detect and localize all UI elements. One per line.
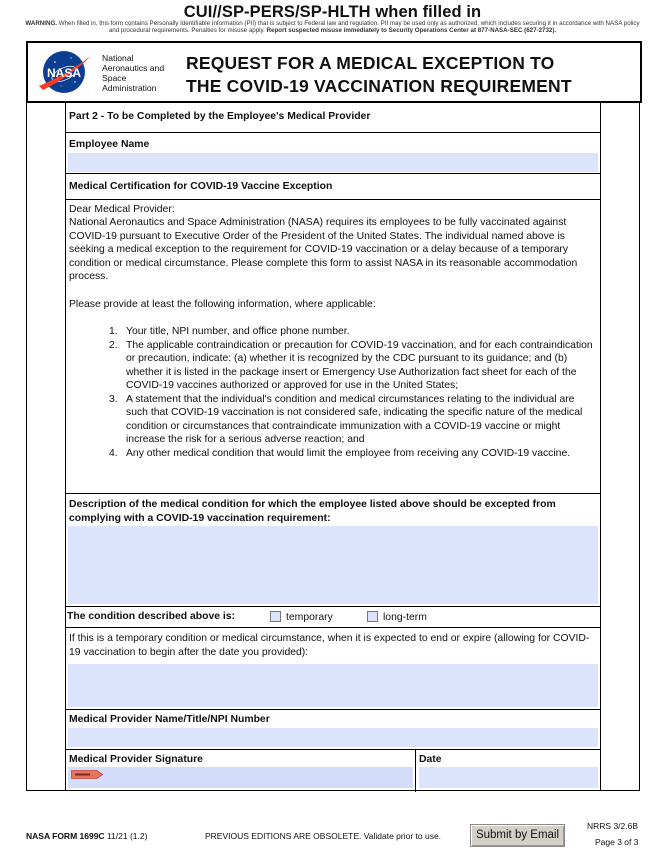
nasa-logo-icon — [37, 48, 93, 96]
page-number: Page 3 of 3 — [595, 837, 639, 847]
form-title — [186, 52, 572, 98]
provider-name-input[interactable] — [68, 728, 598, 747]
temporary-option[interactable] — [270, 611, 333, 623]
signature-date-divider — [415, 750, 416, 792]
nrrs-code: NRRS 3/2.6B — [587, 821, 639, 831]
description-textarea[interactable] — [68, 526, 598, 604]
requirement-item — [109, 393, 593, 447]
logo-text: NASA — [46, 66, 82, 80]
agency-name — [102, 53, 164, 93]
requirement-text: A statement that the individual's condition and medical circumstances relating to the individual are such that COVID-19 vaccination is not considered safe, indicating the specific nature of the medical condition or circumstances that contraindicate immunization with a COVID-19 vaccine or might increase the risk for a serious adverse reaction; and — [126, 393, 583, 445]
employee-name-row — [65, 132, 601, 173]
requirement-number: 3. — [109, 393, 118, 405]
requirement-number: 2. — [109, 339, 118, 351]
submit-by-email-button[interactable]: Submit by Email — [470, 824, 565, 847]
signature-row — [65, 749, 601, 791]
temporary-end-textarea[interactable] — [68, 664, 598, 707]
part-heading-row — [65, 103, 601, 132]
requirement-text: Your title, NPI number, and office phone number. — [126, 326, 350, 337]
signature-field[interactable] — [68, 767, 413, 788]
provider-name-row — [65, 709, 601, 749]
title-line-2: THE COVID-19 VACCINATION REQUIREMENT — [186, 76, 572, 96]
form-number — [26, 831, 147, 841]
employee-name-label: Employee Name — [69, 139, 150, 150]
form-number-bold: NASA FORM 1699C — [26, 831, 105, 841]
sign-here-tag-icon — [71, 770, 103, 779]
long-term-label: long-term — [383, 612, 427, 623]
temporary-checkbox[interactable] — [270, 611, 281, 622]
provide-info-text: Please provide at least the following information, where applicable: — [69, 299, 376, 310]
agency-line: Administration — [102, 83, 157, 93]
long-term-option[interactable] — [367, 611, 427, 623]
agency-line: National — [102, 53, 134, 63]
form-header — [26, 41, 642, 103]
date-input[interactable] — [419, 767, 598, 788]
requirement-text: Any other medical condition that would limit the employee from receiving any COVID-19 vaccine. — [126, 447, 571, 459]
certification-heading: Medical Certification for COVID-19 Vaccine Exception — [69, 181, 333, 192]
signature-label: Medical Provider Signature — [69, 754, 203, 765]
long-term-checkbox[interactable] — [367, 611, 378, 622]
employee-name-input[interactable] — [68, 153, 598, 172]
requirement-item — [109, 339, 593, 393]
cui-marking: CUI//SP-PERS/SP-HLTH when filled in — [183, 3, 482, 21]
agency-line: Space — [102, 73, 127, 83]
salutation: Dear Medical Provider: — [69, 204, 175, 215]
intro-paragraph: National Aeronautics and Space Administration (NASA) requires its employees to be fully vaccinated against COVID-19 pursuant to Executive Order of the President of the United States. The individual named above is seeking a medical exception to the requirement for COVID-19 vaccination or a delay because of a temporary condition or medical circumstance. Please complete this form to assist NASA in its reasonable accommodation process. — [69, 217, 578, 282]
pii-warning — [20, 20, 645, 34]
condition-label: The condition described above is: — [67, 611, 236, 622]
description-label: Description of the medical condition for which the employee listed above should be excepted from complying with a COVID-19 vaccination requirement: — [69, 499, 556, 524]
requirement-number: 1. — [109, 326, 118, 337]
letter-body — [65, 199, 601, 493]
warning-report-text: Report suspected misuse immediately to Security Operations Center at 877-NASA-SEC (627-2732). — [266, 27, 557, 34]
description-row — [65, 493, 601, 606]
provider-name-label: Medical Provider Name/Title/NPI Number — [69, 714, 270, 725]
requirement-item — [109, 447, 593, 461]
requirement-text: The applicable contraindication or precaution for COVID-19 vaccination, and for each contraindication or precaution, indicate: (a) whether it is recognized by the CDC pursuant to its guidance; and (b) whether it is listed in the package insert or Emergency Use Authorization fact sheet for each of the COVID-19 vaccines authorized or approved for use in the United States; — [126, 339, 593, 391]
obsolete-notice: PREVIOUS EDITIONS ARE OBSOLETE. Validate prior to use. — [205, 831, 442, 841]
requirements-list — [109, 325, 593, 460]
agency-line: Aeronautics and — [102, 63, 165, 73]
certification-heading-row — [65, 173, 601, 199]
form-number-version: 11/21 (1.2) — [104, 831, 148, 841]
temporary-end-label: If this is a temporary condition or medical circumstance, when it is expected to end or expire (allowing for COVID-19 vaccination to begin after the date you provided): — [69, 633, 590, 658]
date-label: Date — [419, 754, 442, 765]
requirement-number: 4. — [109, 447, 118, 459]
warning-label: WARNING. — [25, 20, 57, 27]
requirement-item — [109, 325, 593, 339]
part-heading: Part 2 - To be Completed by the Employee's Medical Provider — [69, 111, 371, 122]
warning-text: When filled in, this form contains Personally Identifiable Information (PII) that is subject to Federal law and regulation. PII may be used only as authorized, which includes securing it in accordance with NASA policy and procedural requirements. Penalties for misuse apply. — [57, 20, 640, 34]
temporary-label: temporary — [286, 612, 333, 623]
temporary-end-row — [65, 627, 601, 709]
condition-type-row — [65, 606, 601, 627]
title-line-1: REQUEST FOR A MEDICAL EXCEPTION TO — [186, 53, 555, 73]
